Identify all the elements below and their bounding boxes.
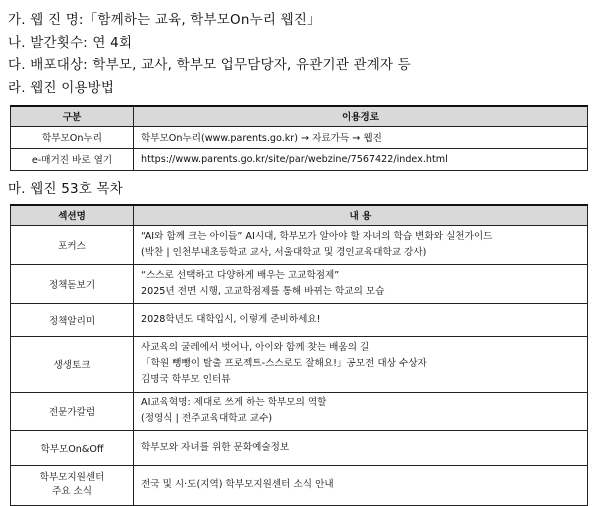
toc-section: 전문가칼럼 xyxy=(11,392,134,430)
toc-section: 정책알리미 xyxy=(11,303,134,336)
item-ma: 마. 웹진 53호 목차 xyxy=(8,181,123,197)
usage-category: e-매거진 바로 열기 xyxy=(11,148,134,170)
table-row xyxy=(11,336,588,392)
toc-line: (정영식 | 전주교육대학교 교수) xyxy=(141,413,273,424)
toc-line: 2028학년도 대학입시, 이렇게 준비하세요! xyxy=(141,313,321,325)
usage-header-category: 구분 xyxy=(11,106,134,126)
item-da: 다. 배포대상: 학부모, 교사, 학부모 업무담당자, 유관기관 관계자 등 xyxy=(8,57,411,73)
usage-path-link[interactable]: https://www.parents.go.kr/site/par/webzine/7567422/index.html xyxy=(134,148,588,170)
toc-section: 포커스 xyxy=(11,225,134,264)
toc-line: 「학원 뺑뺑이 탈출 프로젝트-스스로도 잘해요!」공모전 대상 수상자 xyxy=(141,358,427,369)
toc-line: AI교육혁명: 제대로 쓰게 하는 학부모의 역할 xyxy=(141,397,327,408)
toc-content xyxy=(134,336,588,392)
toc-header-section: 섹션명 xyxy=(11,205,134,225)
toc-line: 학부모와 자녀를 위한 문화예술정보 xyxy=(141,441,290,453)
table-row xyxy=(11,225,588,264)
toc-section: 정책돋보기 xyxy=(11,264,134,303)
toc-content xyxy=(134,430,588,465)
toc-section: 학부모지원센터 주요 소식 xyxy=(11,465,134,505)
toc-content xyxy=(134,392,588,430)
usage-category: 학부모On누리 xyxy=(11,126,134,148)
toc-table xyxy=(10,204,588,506)
table-row xyxy=(11,148,588,170)
table-row xyxy=(11,264,588,303)
toc-content xyxy=(134,225,588,264)
usage-path: 학부모On누리(www.parents.go.kr) → 자료가득 → 웹진 xyxy=(134,126,588,148)
toc-line: (박찬 | 인천부내초등학교 교사, 서울대학교 및 경인교육대학교 강사) xyxy=(141,246,427,258)
usage-table xyxy=(10,105,588,171)
table-row xyxy=(11,465,588,505)
toc-line: 김명국 학부모 인터뷰 xyxy=(141,374,231,385)
item-na: 나. 발간횟수: 연 4회 xyxy=(8,35,133,51)
table-row xyxy=(11,303,588,336)
table-row xyxy=(11,126,588,148)
item-ra: 라. 웹진 이용방법 xyxy=(8,80,115,96)
item-ga: 가. 웹 진 명:「함께하는 교육, 학부모On누리 웹진」 xyxy=(8,12,321,28)
toc-content xyxy=(134,465,588,505)
usage-table-header xyxy=(11,106,588,126)
toc-line: 사교육의 굴레에서 벗어나, 아이와 함께 찾는 배움의 길 xyxy=(141,342,370,353)
usage-header-path: 이용경로 xyxy=(134,106,588,126)
toc-content xyxy=(134,303,588,336)
toc-section: 생생토크 xyxy=(11,336,134,392)
toc-line: “AI와 함께 크는 아이들” AI시대, 학부모가 알아야 할 자녀의 학습 변화와 실천가이드 xyxy=(141,230,493,242)
toc-line: “스스로 선택하고 다양하게 배우는 고교학점제” xyxy=(141,269,340,281)
toc-line: 2025년 전면 시행, 고교학점제를 통해 바뀌는 학교의 모습 xyxy=(141,285,385,297)
toc-section: 학부모On&Off xyxy=(11,430,134,465)
toc-line: 전국 및 시·도(지역) 학부모지원센터 소식 안내 xyxy=(141,479,334,490)
toc-content xyxy=(134,264,588,303)
table-row xyxy=(11,430,588,465)
toc-table-header xyxy=(11,205,588,225)
toc-header-content: 내 용 xyxy=(134,205,588,225)
table-row xyxy=(11,392,588,430)
